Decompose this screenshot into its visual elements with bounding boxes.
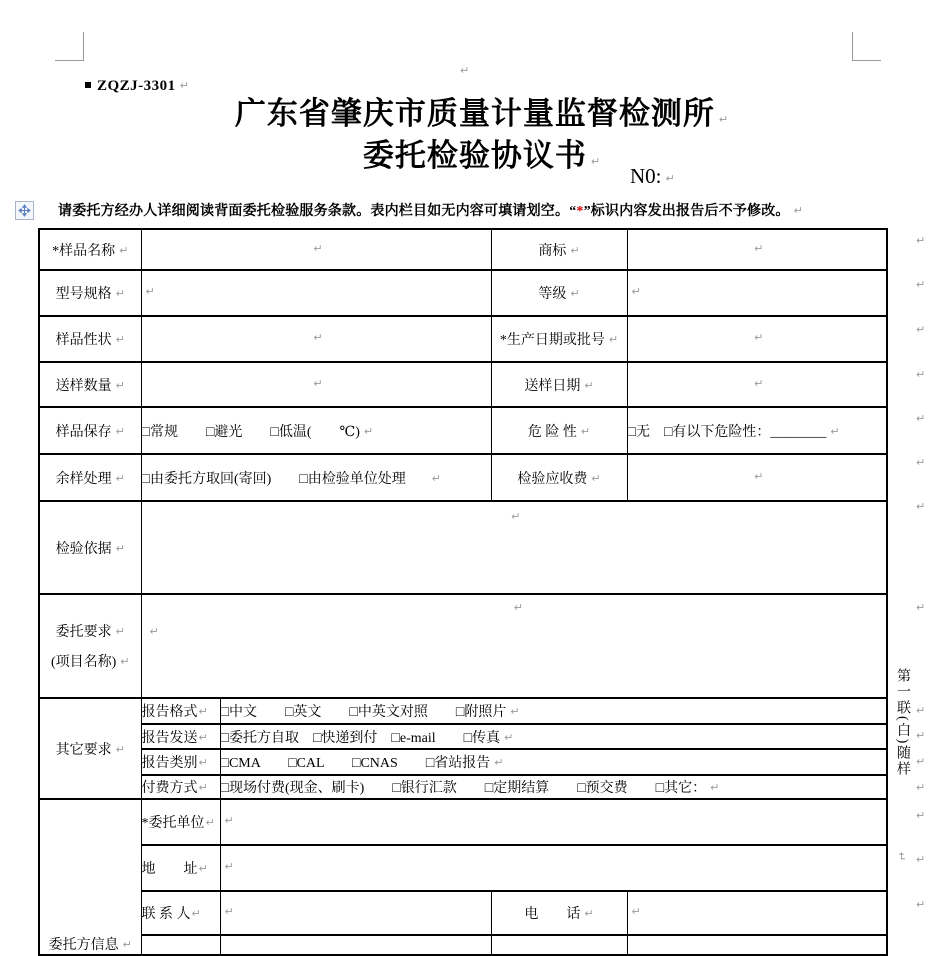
table-row (39, 501, 887, 594)
table-row (39, 775, 887, 799)
paragraph-mark-icon: ↵ (916, 234, 926, 247)
table-row (39, 845, 887, 891)
table-row (39, 891, 887, 935)
clipped-value-cell-1[interactable] (220, 935, 491, 955)
paragraph-mark-icon: ↵ (916, 781, 926, 794)
model-spec-label-cell: 型号规格 ↵ (39, 270, 141, 316)
paragraph-mark-icon: ↵ (916, 853, 926, 866)
sample-date-label-cell: 送样日期 ↵ (491, 362, 627, 407)
client-info-label-cell: 委托方信息 ↵ (39, 799, 141, 955)
sample-name-value-cell[interactable]: ↵ (141, 229, 491, 270)
report-delivery-options-cell[interactable]: □委托方自取 □快递到付 □e-mail □传真 ↵ (220, 724, 887, 749)
client-contact-label-cell: 联 系 人↵ (141, 891, 220, 935)
basis-label-cell: 检验依据 ↵ (39, 501, 141, 594)
paragraph-mark-icon: ↵ (179, 79, 190, 92)
table-row (39, 454, 887, 501)
leftover-options-cell[interactable]: □由委托方取回(寄回) □由检验单位处理 ↵ (141, 454, 491, 501)
line-break-mark-icon: ↵ (895, 851, 909, 862)
table-row (39, 407, 887, 454)
production-date-value-cell[interactable]: ↵ (627, 316, 887, 362)
basis-value-cell[interactable]: ↵ (141, 501, 887, 594)
paragraph-mark-icon: ↵ (916, 323, 926, 336)
report-delivery-label-cell: 报告发送↵ (141, 724, 220, 749)
copy-sheet-label: 第一联(白)随样 (895, 668, 910, 778)
margin-crop-mark-right (852, 32, 881, 61)
model-spec-value-cell[interactable]: ↵ (141, 270, 491, 316)
clipped-value-cell-2[interactable] (627, 935, 887, 955)
paragraph-mark-icon: ↵ (916, 729, 926, 742)
paragraph-mark-icon: ↵ (916, 500, 926, 513)
paragraph-mark-icon: ↵ (718, 113, 730, 126)
table-row (39, 316, 887, 362)
hazard-options-cell[interactable]: □无 □有以下危险性：________ ↵ (627, 407, 887, 454)
hazard-blank-line[interactable]: ________ (770, 424, 827, 440)
number-label: N0: ↵ (630, 164, 675, 188)
clipped-label-cell (141, 935, 220, 955)
sample-storage-label-cell: 样品保存 ↵ (39, 407, 141, 454)
hazard-label-cell: 危 险 性 ↵ (491, 407, 627, 454)
trademark-label-cell: 商标 ↵ (491, 229, 627, 270)
payment-method-label-cell: 付费方式↵ (141, 775, 220, 799)
sample-state-value-cell[interactable]: ↵ (141, 316, 491, 362)
client-unit-label-cell: *委托单位↵ (141, 799, 220, 845)
requirements-label-line1: 委托要求 ↵ (55, 625, 125, 640)
client-contact-value-cell[interactable]: ↵ (220, 891, 491, 935)
table-row (39, 270, 887, 316)
paragraph-mark-icon: ↵ (590, 155, 602, 168)
agreement-form-table (38, 228, 888, 956)
table-row (39, 799, 887, 845)
paragraph-mark-icon: ↵ (916, 809, 926, 822)
title-line-1: 广东省肇庆市质量计量监督检测所 ↵ (234, 96, 730, 131)
paragraph-mark-icon: ↵ (916, 755, 926, 768)
client-phone-label-cell: 电 话 ↵ (491, 891, 627, 935)
paragraph-mark-icon: ↵ (916, 898, 926, 911)
table-row (39, 594, 887, 698)
sample-storage-options-cell[interactable]: □常规 □避光 □低温( ℃) ↵ (141, 407, 491, 454)
paragraph-mark-icon: ↵ (916, 412, 926, 425)
table-row (39, 229, 887, 270)
sample-qty-label-cell: 送样数量 ↵ (39, 362, 141, 407)
paragraph-mark-icon: ↵ (460, 64, 470, 77)
report-format-options-cell[interactable]: □中文 □英文 □中英文对照 □附照片 ↵ (220, 698, 887, 724)
title-line-2: 委托检验协议书 ↵ (362, 138, 602, 173)
trademark-value-cell[interactable]: ↵ (627, 229, 887, 270)
grade-value-cell[interactable]: ↵ (627, 270, 887, 316)
table-row (39, 698, 887, 724)
margin-crop-mark-left (55, 32, 84, 61)
table-row (39, 935, 887, 955)
move-cross-icon (19, 205, 30, 216)
client-address-label-cell: 地 址↵ (141, 845, 220, 891)
grade-label-cell: 等级 ↵ (491, 270, 627, 316)
form-code-text: ZQZJ-3301 (97, 78, 176, 94)
sample-state-label-cell: 样品性状 ↵ (39, 316, 141, 362)
table-move-handle[interactable] (15, 201, 34, 220)
report-type-label-cell: 报告类别↵ (141, 749, 220, 775)
paragraph-mark-icon: ↵ (916, 278, 926, 291)
other-requirements-label-cell: 其它要求 ↵ (39, 698, 141, 799)
clipped-label-cell-2 (491, 935, 627, 955)
required-asterisk: * (576, 204, 584, 219)
paragraph-mark-icon: ↵ (916, 456, 926, 469)
paragraph-mark-icon: ↵ (916, 368, 926, 381)
requirements-label-cell (39, 594, 141, 698)
client-phone-value-cell[interactable]: ↵ (627, 891, 887, 935)
report-format-label-cell: 报告格式↵ (141, 698, 220, 724)
paragraph-mark-icon: ↵ (665, 172, 675, 185)
sample-date-value-cell[interactable]: ↵ (627, 362, 887, 407)
table-row (39, 362, 887, 407)
fee-label-cell: 检验应收费 ↵ (491, 454, 627, 501)
requirements-label-line2: (项目名称) ↵ (50, 655, 130, 670)
payment-method-options-cell[interactable]: □现场付费(现金、刷卡) □银行汇款 □定期结算 □预交费 □其它： ↵ (220, 775, 887, 799)
notice-line: 请委托方经办人详细阅读背面委托检验服务条款。表内栏目如无内容可填请划空。“*”标识内容发出报告后不予修改。 ↵ (58, 204, 804, 219)
fee-value-cell[interactable]: ↵ (627, 454, 887, 501)
bullet-icon (85, 82, 91, 88)
paragraph-mark-icon: ↵ (916, 601, 926, 614)
sample-qty-value-cell[interactable]: ↵ (141, 362, 491, 407)
form-code (85, 78, 189, 95)
production-date-label-cell: *生产日期或批号 ↵ (491, 316, 627, 362)
paragraph-mark-icon: ↵ (149, 625, 159, 638)
sample-name-label-cell: *样品名称 ↵ (39, 229, 141, 270)
document-title (40, 96, 924, 180)
paragraph-mark-icon: ↵ (916, 704, 926, 717)
table-row (39, 749, 887, 775)
client-address-value-cell[interactable]: ↵ (220, 845, 887, 891)
table-row (39, 724, 887, 749)
paragraph-mark-icon: ↵ (793, 204, 804, 217)
requirements-value-cell[interactable] (141, 594, 887, 698)
leftover-label-cell: 余样处理 ↵ (39, 454, 141, 501)
paragraph-mark-icon: ↵ (513, 601, 523, 614)
client-unit-value-cell[interactable]: ↵ (220, 799, 887, 845)
report-type-options-cell[interactable]: □CMA □CAL □CNAS □省站报告 ↵ (220, 749, 887, 775)
